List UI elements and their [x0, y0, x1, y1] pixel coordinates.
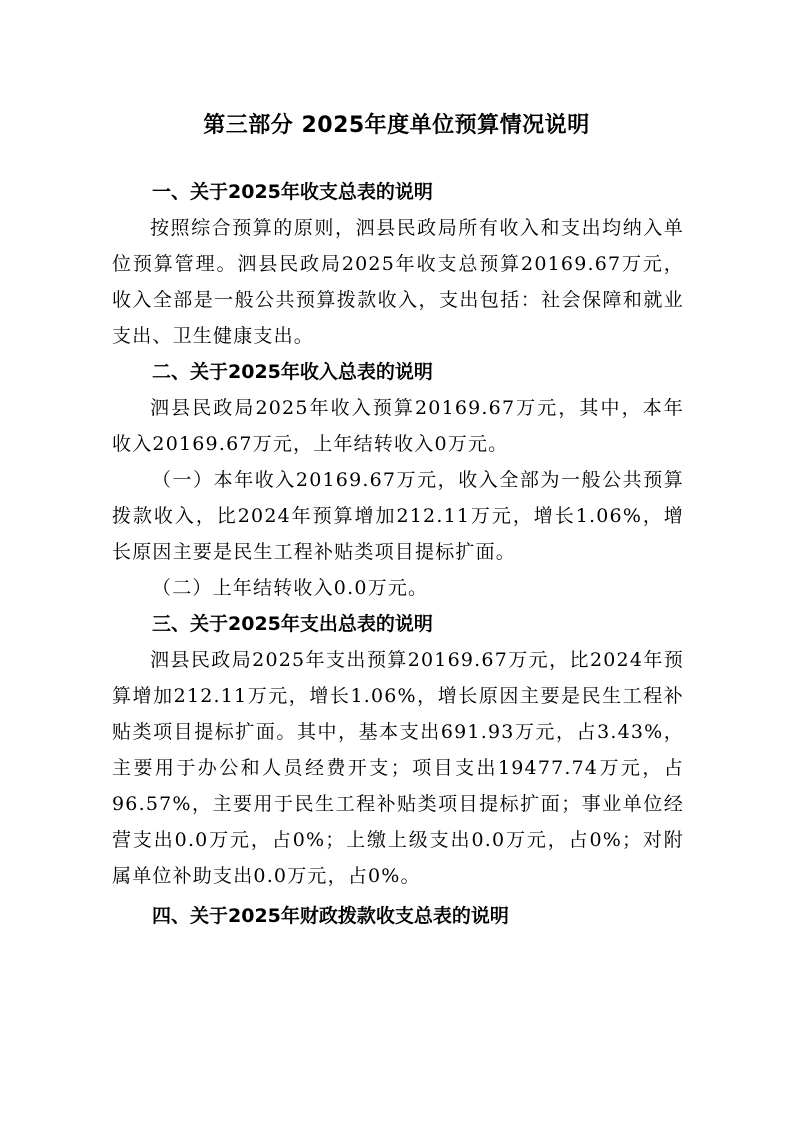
section-4	[112, 898, 684, 934]
section-3	[112, 606, 684, 894]
section-paragraph: （一）本年收入20169.67万元，收入全部为一般公共预算拨款收入，比2024年预算增加212.11万元，增长1.06%，增长原因主要是民生工程补贴类项目提标扩面。	[112, 469, 684, 563]
section-heading: 一、关于2025年收支总表的说明	[152, 181, 433, 203]
section-paragraph: 泗县民政局2025年支出预算20169.67万元，比2024年预算增加212.11万元，增长1.06%，增长原因主要是民生工程补贴类项目提标扩面。其中，基本支出691.93万元，占3.43%，主要用于办公和人员经费开支；项目支出19477.74万元，占96.57%，主要用于民生工程补贴类项目提标扩面；事业单位经营支出0.0万元，占0%；上缴上级支出0.0万元，占0%；对附属单位补助支出0.0万元，占0%。	[112, 649, 684, 887]
document-body	[112, 174, 684, 934]
page-title: 第三部分 2025年度单位预算情况说明	[203, 113, 590, 138]
section-heading: 三、关于2025年支出总表的说明	[152, 613, 433, 635]
section-paragraph: 泗县民政局2025年收入预算20169.67万元，其中，本年收入20169.67万元，上年结转收入0万元。	[112, 397, 684, 455]
section-paragraph: 按照综合预算的原则，泗县民政局所有收入和支出均纳入单位预算管理。泗县民政局2025年收支总预算20169.67万元，收入全部是一般公共预算拨款收入，支出包括：社会保障和就业支出、卫生健康支出。	[112, 217, 684, 347]
section-paragraph: （二）上年结转收入0.0万元。	[152, 577, 429, 599]
section-2	[112, 354, 684, 606]
section-heading: 二、关于2025年收入总表的说明	[152, 361, 433, 383]
section-1	[112, 174, 684, 354]
section-heading: 四、关于2025年财政拨款收支总表的说明	[152, 905, 509, 927]
